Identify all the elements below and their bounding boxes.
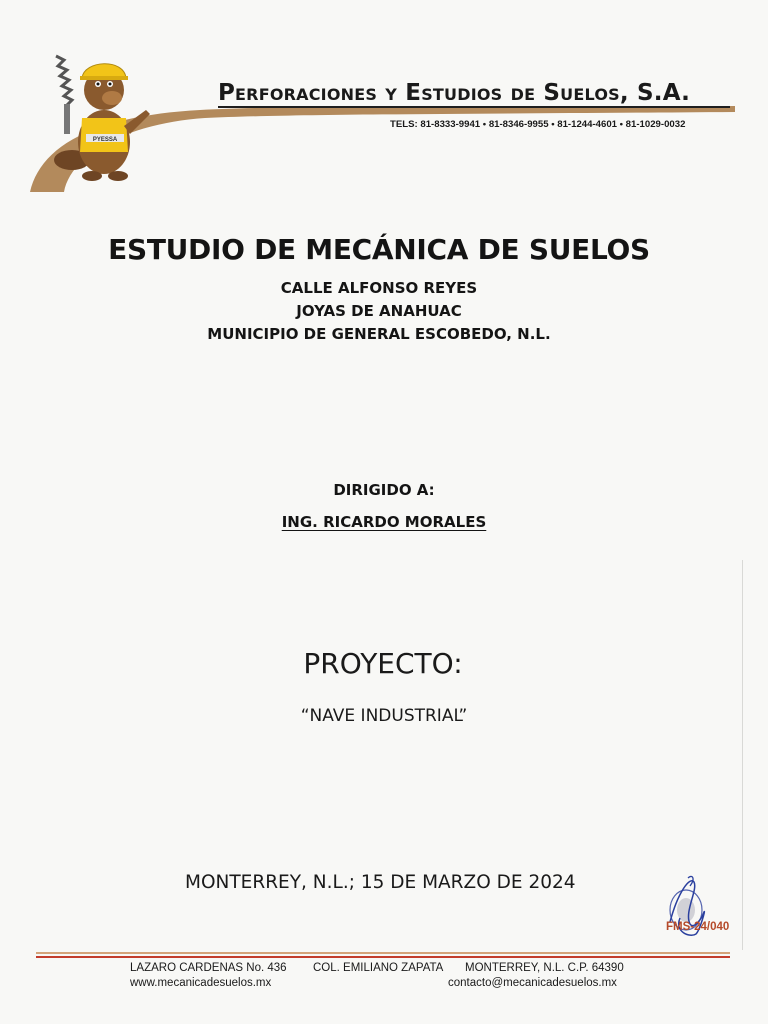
signature-stamp bbox=[660, 872, 740, 944]
project-label: PROYECTO: bbox=[303, 647, 463, 680]
scan-edge bbox=[742, 560, 743, 950]
footer-city: MONTERREY, N.L. C.P. 64390 bbox=[465, 962, 624, 974]
site-neighborhood: JOYAS DE ANAHUAC bbox=[296, 302, 462, 320]
footer-rule-top bbox=[36, 952, 730, 954]
footer-website: www.mecanicadesuelos.mx bbox=[130, 977, 272, 989]
footer-email: contacto@mecanicadesuelos.mx bbox=[448, 977, 617, 989]
company-name-underline bbox=[218, 106, 730, 108]
footer-street: LAZARO CARDENAS No. 436 bbox=[130, 962, 287, 974]
footer-rule-bottom bbox=[36, 956, 730, 958]
company-phones: TELS: 81-8333-9941 • 81-8346-9955 • 81-1244-4601 • 81-1029-0032 bbox=[390, 119, 686, 130]
svg-text:PYESSA: PYESSA bbox=[92, 137, 118, 143]
site-municipality: MUNICIPIO DE GENERAL ESCOBEDO, N.L. bbox=[207, 325, 551, 343]
site-street: CALLE ALFONSO REYES bbox=[280, 279, 478, 297]
recipient-name: ING. RICARDO MORALES bbox=[281, 513, 487, 531]
footer-colony: COL. EMILIANO ZAPATA bbox=[313, 962, 444, 974]
company-mascot-logo bbox=[42, 42, 152, 184]
stamp-reference: FMS-24/040 bbox=[666, 921, 730, 933]
addressed-to-label: DIRIGIDO A: bbox=[333, 481, 435, 499]
place-and-date: MONTERREY, N.L.; 15 DE MARZO DE 2024 bbox=[185, 872, 576, 893]
document-title: ESTUDIO DE MECÁNICA DE SUELOS bbox=[108, 233, 650, 266]
company-name: Perforaciones y Estudios de Suelos, S.A. bbox=[218, 80, 691, 106]
recipient bbox=[0, 513, 768, 531]
project-name: “NAVE INDUSTRIAL” bbox=[300, 706, 468, 726]
